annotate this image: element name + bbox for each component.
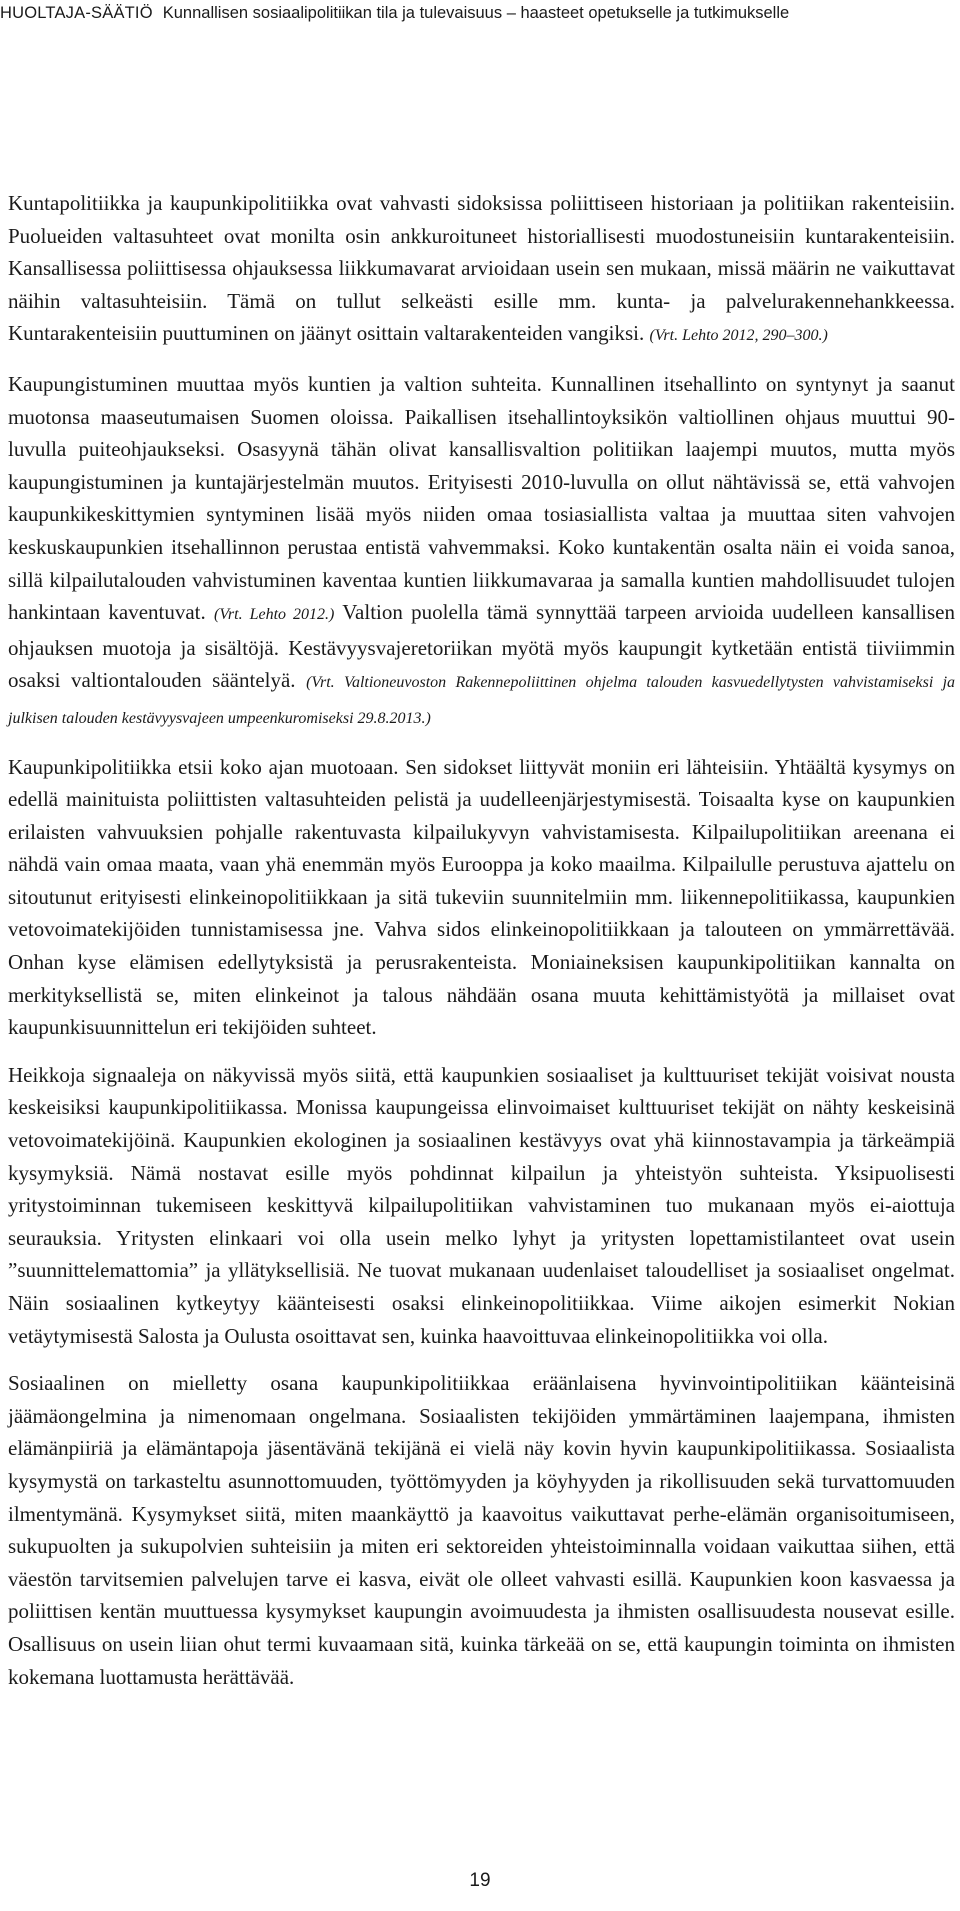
paragraph-text: Kaupunkipolitiikka etsii koko ajan muotoaan. Sen sidokset liittyvät moniin eri lähteisiin. Yhtäältä kysymys on edellä mainituista poliittisten valtasuhteiden pelistä ja uudelleenjärjestymisestä. Toisaalta kyse on kaupunkien erilaisten vahvuuksien pohjalle rakentuvasta kilpailukyvyn vahvistamisesta. Kilpailupolitiikan areenana ei nähdä vain omaa maata, vaan yhä enemmän myös Eurooppa ja koko maailma. Kilpailulle perustuva ajattelu on sitoutunut erityisesti elinkeinopolitiikkaan ja sitä tukeviin suunnitelmiin mm. liikennepolitiikassa, kaupunkien vetovoimatekijöiden tunnistamisessa jne. Vahva sidos elinkeinopolitiikkaan ja talouteen on ymmärrettävää. Onhan kyse elämisen edellytyksistä ja perusrakenteista. Moniaineksisen kaupunkipolitiikan kannalta on merkityksellistä se, miten elinkeinot ja talous nähdään osana muuta kehittämistyötä ja millaiset ovat kaupunkisuunnittelun eri tekijöiden suhteet. [8,754,955,1040]
paragraph-text: Sosiaalinen on mielletty osana kaupunkipolitiikkaa eräänlaisena hyvinvointipolitiikan käänteisinä jäämäongelmina ja nimenomaan ongelmana. Sosiaalisten tekijöiden ymmärtäminen laajempana, ihmisten elämänpiiriä ja elämäntapoja jäsentävänä tekijänä ei vielä näy kovin hyvin kaupunkipolitiikassa. Sosiaalista kysymystä on tarkasteltu asunnottomuuden, työttömyyden ja köyhyyden ja rikollisuuden sekä turvattomuuden ilmentymänä. Kysymykset siitä, miten maankäyttö ja kaavoitus vaikuttavat perhe-elämän organisoitumiseen, sukupuolten ja sukupolvien suhteisiin ja miten eri sektoreiden yhteistoiminnalla voidaan vaikuttaa siihen, että väestön tarvitsemien palvelujen tarve ei kasva, eivät ole olleet vahvasti esillä. Kaupunkien koon kasvaessa ja poliittisen kentän muuttuessa kysymykset kaupungin avoimuudesta ja ihmisten osallisuudesta nousevat esille. Osallisuus on usein liian ohut termi kuvaamaan sitä, kuinka tärkeää on se, että kaupungin toiminta on ihmisten kokemana luottamusta herättävää. [8,1371,955,1689]
citation: (Vrt. Valtioneuvoston Rakennepoliittinen ohjelma talouden kasvuedellytysten vahvistamiseksi ja julkisen talouden kestävyysvajeen umpeenkuromiseksi 29.8.2013.) [8,674,956,727]
header-title: Kunnallisen sosiaalipolitiikan tila ja tulevaisuus – haasteet opetukselle ja tutkimukselle [162,4,790,22]
paragraph-kuntapolitiikka [8,187,955,353]
page-number: 19 [469,1870,491,1891]
paragraph-text: Kaupungistuminen muuttaa myös kuntien ja valtion suhteita. Kunnallinen itsehallinto on syntynyt ja saanut muotonsa maaseutumaisen Suomen oloissa. Paikallisen itsehallintoyksikön valtiollinen ohjaus muuttui 90-luvulla puiteohjaukseksi. Osasyynä tähän olivat kansallisvaltion politiikan laajempi muutos, mutta myös kaupungistuminen ja kuntajärjestelmän muutos. Erityisesti 2010-luvulla on ollut nähtävissä se, että vahvojen kaupunkikeskittymien syntyminen lisää myös niiden omaa tosiasiallista valtaa ja muuttaa siten vahvojen keskuskaupunkien itsehallinnon perustaa entistä vahvemmaksi. Koko kuntakentän osalta näin ei voida sanoa, sillä kilpailutalouden vahvistuminen kaventaa kuntien liikkumavaraa ja samalla kuntien mahdollisuudet tulojen hankintaan kaventuvat. [8,371,955,625]
header-organization: HUOLTAJA-SÄÄTIÖ [0,4,153,22]
body-text [8,187,955,1693]
paragraph-text: Kuntapolitiikka ja kaupunkipolitiikka ovat vahvasti sidoksissa poliittiseen historiaan ja politiikan rakenteisiin. Puolueiden valtasuhteet ovat monilta osin ankkuroituneet historiallisesti muodostuneisiin kuntarakenteisiin. Kansallisessa poliittisessa ohjauksessa liikkumavarat arvioidaan usein sen mukaan, missä määrin ne vaikuttavat näihin valtasuhteisiin. Tämä on tullut selkeästi esille mm. kunta- ja palvelurakennehankkeessa. Kuntarakenteisiin puuttuminen on jäänyt osittain valtarakenteiden vangiksi. [8,191,955,346]
citation: (Vrt. Lehto 2012, 290–300.) [649,327,828,345]
paragraph-text: Heikkoja signaaleja on näkyvissä myös siitä, että kaupunkien sosiaaliset ja kulttuuriset tekijät voisivat nousta keskeisiksi kaupunkipolitiikassa. Monissa kaupungeissa elinvoimaiset kulttuuriset tekijät on nähty keskeisinä vetovoimatekijöinä. Kaupunkien ekologinen ja sosiaalinen kestävyys ovat yhä kiinnostavampia ja tärkeämpiä kysymyksiä. Nämä nostavat esille myös pohdinnat kilpailun ja yhteistyön suhteista. Yksipuolisesti yritystoiminnan tukemiseen keskittyvä kilpailupolitiikan vahvistaminen tuo mukanaan myös ei-aiottuja seurauksia. Yritysten elinkaari voi olla usein melko lyhyt ja yritysten lopettamistilanteet ovat usein ”suunnittelemattomia” ja yllätyksellisiä. Ne tuovat mukanaan uudenlaiset taloudelliset ja sosiaaliset ongelmat. Näin sosiaalinen kytkeytyy käänteisesti osaksi elinkeinopolitiikkaa. Viime aikojen esimerkit Nokian vetäytymisestä Salosta ja Oulusta osoittavat sen, kuinka haavoittuvaa elinkeinopolitiikka voi olla. [8,1062,955,1348]
page-header [0,4,960,28]
paragraph-heikkoja-signaaleja [8,1059,955,1352]
paragraph-text: Valtion puolella tämä synnyttää tarpeen arvioida uudelleen kansallisen ohjauksen muotoja ja sisältöjä. Kestävyysvajeretoriikan myötä myös kaupungit kytketään entistä tiiviimmin osaksi valtiontalouden sääntelyä. [8,600,956,693]
paragraph-sosiaalinen [8,1367,955,1693]
paragraph-kaupunkipolitiikka [8,751,955,1044]
paragraph-kaupungistuminen [8,368,955,736]
citation: (Vrt. Lehto 2012.) [214,606,335,624]
